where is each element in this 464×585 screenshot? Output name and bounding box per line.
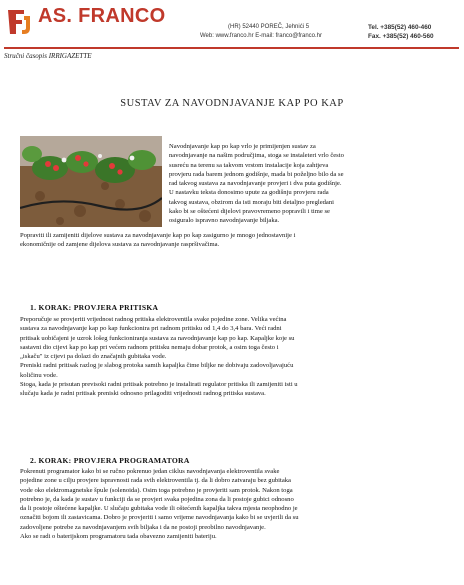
document-title: SUSTAV ZA NAVODNJAVANJE KAP PO KAP <box>120 98 344 109</box>
intro-line: rad takvog sustava za navodnjavanje provjeri i dva puta godišnje. <box>169 180 342 188</box>
step2-line: vode oko elektromagnetske špule (solenoida). Osim toga potrebno je provjeriti sam protok. Nakon toga <box>20 486 293 494</box>
intro-line: U nastavku teksta donosimo upute za godišnju provjeru rada <box>169 189 329 197</box>
magazine-source: Stručni časopis IRRIGAZETTE <box>4 52 92 60</box>
company-phone: Tel. +385(52) 460-460 <box>368 24 432 31</box>
intro-line: navodnjavanje na našim područjima, stoga se instaleteri vrlo često <box>169 152 344 160</box>
intro-line: ekonomičnije od zamjene dijelova sustava za navodnjavanje raspršivačima. <box>20 241 220 249</box>
intro-line: takvog sustava, obzirom da isti moraju biti detaljno pregledani <box>169 198 334 206</box>
intro-line: kako bi se oštećeni dijelovi pravovremeno popravili i time se <box>169 208 330 216</box>
step1-line: Preniski radni pritisak razlog je slabog protoka samih kapaljka čime biljke ne dobivaju zadovoljavajuću <box>20 362 294 370</box>
step1-heading: 1. KORAK: PROVJERA PRITISKA <box>30 303 159 312</box>
step1-body <box>20 315 444 399</box>
step1-line: Stoga, kada je prisutan previsoki radni pritisak potrebno je instalirati regulator pritiska ili zamijeniti isti u <box>20 381 298 389</box>
intro-line: susreću na terenu sa takvom vrstom instalacije koja zahtjeva <box>169 161 329 169</box>
step1-line: Preporučuje se provjeriti vrijednost radnog pritiska elektroventila svake pojedine zone. Velika većina <box>20 316 287 323</box>
step2-line: označiti bojom ili zastavicama. Dobro je provjeriti i samo vrijeme navodnjavanja kako bi se uvjerili da su <box>20 514 299 522</box>
brand-name: AS. FRANCO <box>38 5 166 27</box>
step2-line: Ako se radi o baterijskom programatoru tada obavezno zamijeniti bateriju. <box>20 533 217 541</box>
intro-conclusion <box>20 231 444 250</box>
intro-line: Popraviti ili zamijeniti dijelove sustava za navodnjavanje kap po kap zasigurno je mnogo jednostavnije i <box>20 232 296 239</box>
intro-line: Navodnjavanje kap po kap vrlo je primijenjen sustav za <box>169 143 316 150</box>
header-divider <box>4 47 459 49</box>
step1-line: količinu vode. <box>20 371 58 379</box>
step1-line: „iskaču" iz cijevi pa dolazi do značajnih gubitaka vode. <box>20 353 167 361</box>
step2-heading: 2. KORAK: PROVJERA PROGRAMATORA <box>30 456 190 465</box>
step1-line: sustava za navodnjavanje kap po kap funkcionira pri radnom pritisku od 1,4 do 3,4 bara. Veći radni <box>20 325 282 333</box>
step2-line: da li postoje oštećene kapaljke. U slučaju gubitaka vode ili oštećenih kapaljka takva mjesta neophodno je <box>20 505 298 513</box>
step1-line: slučaju kada je radni pritisak preniski odnosno prilagoditi vrijednosti radnog pritiska sustava. <box>20 390 266 398</box>
step2-body <box>20 467 444 541</box>
step1-line: sastavni dio cijevi kap po kap pri većem radnom pritisku nemaju dobar protok, a osim toga često i <box>20 343 279 351</box>
company-fax: Fax. +385(52) 460-560 <box>368 33 434 40</box>
step1-line: pritisak uobičajeni je uzrok lošeg funkcioniranja sustava za navodnjavanje kap po kap. Kapaljke koje su <box>20 334 295 342</box>
intro-line: provjeru rada barem jednom godišnje, mada bi poželjno bilo da se <box>169 170 344 178</box>
franco-logo-icon <box>4 6 32 38</box>
step2-line: potrebno je, da kada je sustav u funkciji da se provjeri svaka pojedina zona da li postoje gubici odnosno <box>20 495 294 503</box>
drip-irrigation-photo <box>20 136 162 227</box>
company-web-email[interactable]: Web: www.franco.hr E-mail: franco@franco.hr <box>200 33 323 39</box>
step2-line: zadovoljene potrebe za navodnjavanjem svih biljaka i da ne postoji preobilno navodnjavanje. <box>20 523 266 531</box>
intro-paragraph <box>169 142 442 226</box>
company-address: (HR) 52440 POREČ, Jehnići 5 <box>228 24 310 30</box>
step2-line: pojedine zone u cilju provjere ispravnosti rada svih elektroventila tj. da li dobro zatvaraju bez gubitaka <box>20 477 291 485</box>
step2-line: Pokrenuti programator kako bi se ručno pokrenuo jedan ciklus navodnjavanja elektroventila svake <box>20 468 280 475</box>
intro-line: osiguralo ispravno navodnjavanje biljaka. <box>169 217 280 225</box>
